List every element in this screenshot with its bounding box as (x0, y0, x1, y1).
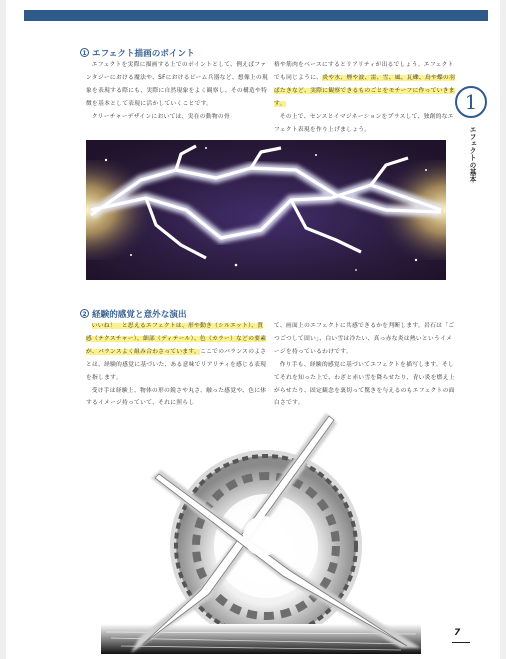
section1-left-p2: クリーチャーデザインにおいては、実在の動物の骨 (91, 113, 230, 120)
section2-right-column (274, 320, 457, 410)
book-page (6, 0, 500, 659)
header-bar (24, 10, 488, 21)
section2-right-p2: 作り手も、経験的感覚に基づいてエフェクトを描写します。そしてそれを知った上で、わざと赤い雪を降らせたり、青い炎を燃え上がらせたり、固定観念を裏切って驚きを与えるのもエフェクトの面白さです。 (274, 361, 455, 407)
section2-left-column (86, 320, 269, 410)
section2-left-p1-text: ここでのバランスのよさとは、経験的感覚に基づいた、ある意味でリアリティを感じる表現を指します。 (86, 348, 267, 381)
section1-right-p1-text: 格や筋肉をベースにするとリアリティが出るでしょう。エフェクトでも同じように、 (274, 62, 454, 81)
lightning-illustration (86, 140, 446, 280)
page-number-underline (452, 642, 470, 643)
section2-left-p2: 受け手は経験上、物体の形の鋭さや丸さ、触った感覚や、色に体するイメージ持っていて、それに照らし (86, 387, 267, 407)
section1-right-column (274, 59, 457, 136)
section1-right-p1-highlight: 炎や水、煙や波、雷、雪、風、瓦礫、鳥や蝶の羽ばたきなど、実際に観察できるものごとをモチーフに作っていきます。 (274, 74, 456, 107)
section2-left-p1 (86, 320, 269, 385)
section1-left-p1: エフェクトを実際に描画する上でのポイントとして、例えばファンタジーにおける魔法や、SFにおけるビーム兵器など、想像上の現象を表現する際にも、実際に自然現象をよく観察し、その構造や特徴を基本として表現に活かしていくことです。 (86, 62, 269, 107)
section1-right-p2: その上で、センスとイマジネーションをプラスして、独創的なエフェクト表現を作り上げましょう。 (274, 113, 454, 133)
section1-right-p1 (274, 59, 457, 111)
section2-left-p1-highlight: いいね！ と思えるエフェクトは、形や動き（シルエット）、質感（テクスチャー）、細部（ディテール）、色（カラー）などの要素が、バランスよく組み合わさっています。 (86, 323, 267, 355)
chapter-number-badge: 1 (455, 86, 487, 118)
section1-number: 1 (80, 48, 89, 57)
section2-right-p1: て、画面上のエフェクトに共感できるかを判断します。岩石は「ごつごつして固い」、白い雪は冷たい、真っ赤な炎は熱いというイメージを持っているわけです。 (274, 323, 455, 355)
page-number: 7 (454, 628, 461, 638)
section1-title: エフェクト描画のポイント (92, 49, 195, 59)
section1-left-column (86, 59, 269, 124)
slash-burst-illustration (91, 398, 431, 654)
section2-title: 経験的感覚と意外な演出 (92, 310, 187, 320)
section2-number: 2 (80, 309, 89, 318)
chapter-label: エフェクトの基本 (468, 126, 476, 183)
